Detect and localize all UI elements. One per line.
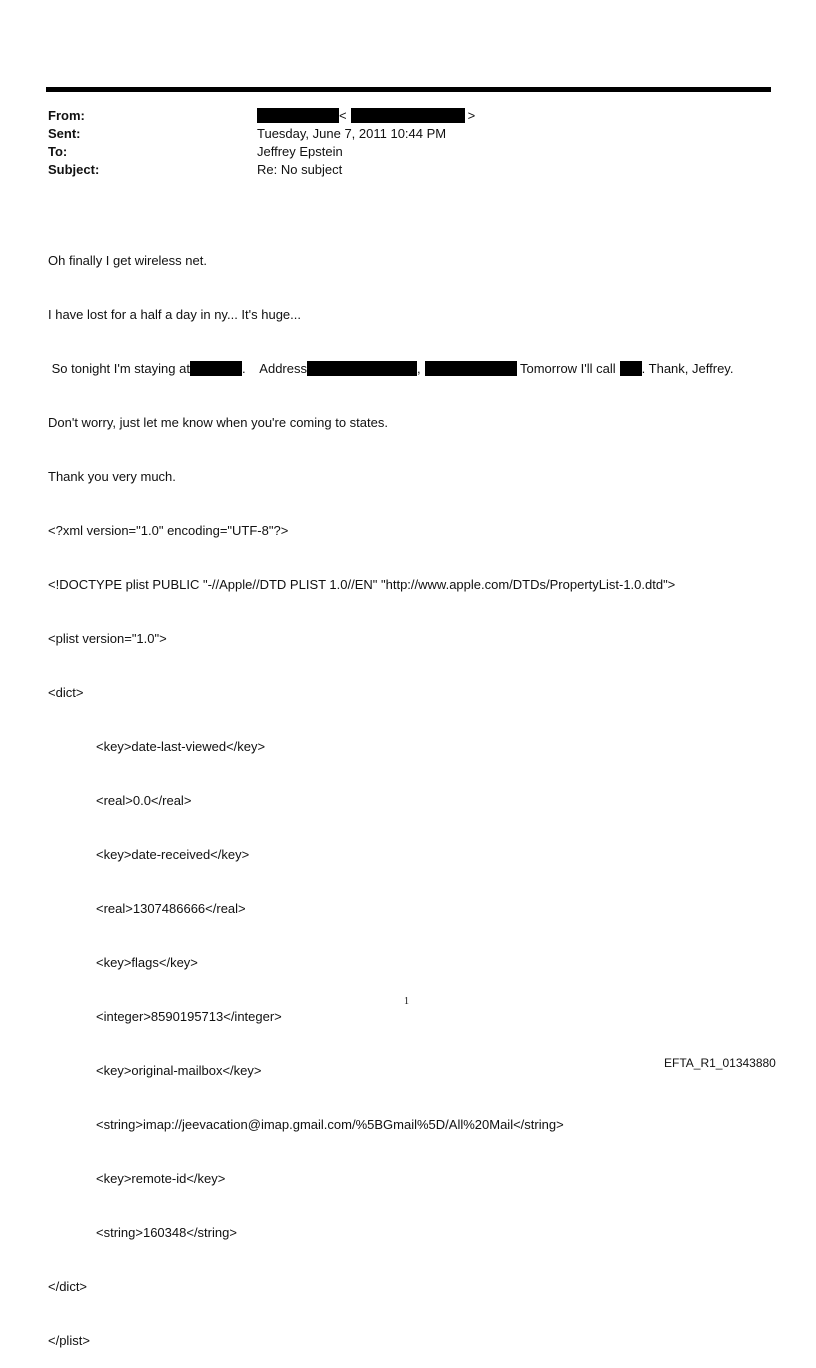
subject-value: Re: No subject xyxy=(257,162,343,177)
body-text: , xyxy=(417,361,421,376)
xml-line: <string>160348</string> xyxy=(96,1225,237,1240)
to-value: Jeffrey Epstein xyxy=(257,144,343,159)
body-line: Thank you very much. xyxy=(48,469,176,484)
body-line: Oh finally I get wireless net. xyxy=(48,253,207,268)
body-text: . Address xyxy=(241,361,307,376)
xml-line: <key>date-received</key> xyxy=(96,847,250,862)
xml-line: <string>imap://jeevacation@imap.gmail.com/%5BGmail%5D/All%20Mail</string> xyxy=(96,1117,564,1132)
xml-line: <dict> xyxy=(48,685,84,700)
xml-line: <integer>8590195713</integer> xyxy=(96,1009,282,1024)
body-line: Don't worry, just let me know when you're coming to states. xyxy=(48,415,388,430)
xml-line: </plist> xyxy=(48,1333,90,1348)
xml-line: </dict> xyxy=(48,1279,88,1294)
xml-line: <!DOCTYPE plist PUBLIC "-//Apple//DTD PLIST 1.0//EN" "http://www.apple.com/DTDs/PropertyList-1.0.dtd"> xyxy=(48,577,676,592)
redaction-box xyxy=(307,361,417,376)
xml-line: <key>original-mailbox</key> xyxy=(96,1063,262,1078)
sent-label: Sent: xyxy=(48,126,81,141)
xml-line: <?xml version="1.0" encoding="UTF-8"?> xyxy=(48,523,289,538)
redaction-box xyxy=(257,108,339,123)
to-label: To: xyxy=(48,144,68,159)
redaction-box xyxy=(190,361,242,376)
from-lt: < xyxy=(339,108,347,123)
body-text: . Thank, Jeffrey. xyxy=(641,361,734,376)
from-gt: > xyxy=(467,108,476,123)
body-text: So tonight I'm staying at xyxy=(48,361,190,376)
subject-label: Subject: xyxy=(48,162,100,177)
redaction-box xyxy=(351,108,465,123)
email-body xyxy=(48,216,733,1368)
xml-line: <real>1307486666</real> xyxy=(96,901,246,916)
from-value xyxy=(257,107,475,125)
bates-stamp: EFTA_R1_01343880 xyxy=(664,1056,776,1070)
xml-line: <key>flags</key> xyxy=(96,955,198,970)
from-label: From: xyxy=(48,108,85,123)
body-line-address xyxy=(48,360,733,378)
xml-line: <key>remote-id</key> xyxy=(96,1171,226,1186)
redaction-box xyxy=(425,361,517,376)
body-text: Tomorrow I'll call xyxy=(516,361,616,376)
redaction-box xyxy=(620,361,642,376)
xml-line: <plist version="1.0"> xyxy=(48,631,167,646)
page-number: 1 xyxy=(404,996,409,1007)
sent-value: Tuesday, June 7, 2011 10:44 PM xyxy=(257,126,447,141)
xml-line: <real>0.0</real> xyxy=(96,793,192,808)
xml-line: <key>date-last-viewed</key> xyxy=(96,739,266,754)
body-line: I have lost for a half a day in ny... It's huge... xyxy=(48,307,301,322)
header-rule xyxy=(46,87,771,92)
